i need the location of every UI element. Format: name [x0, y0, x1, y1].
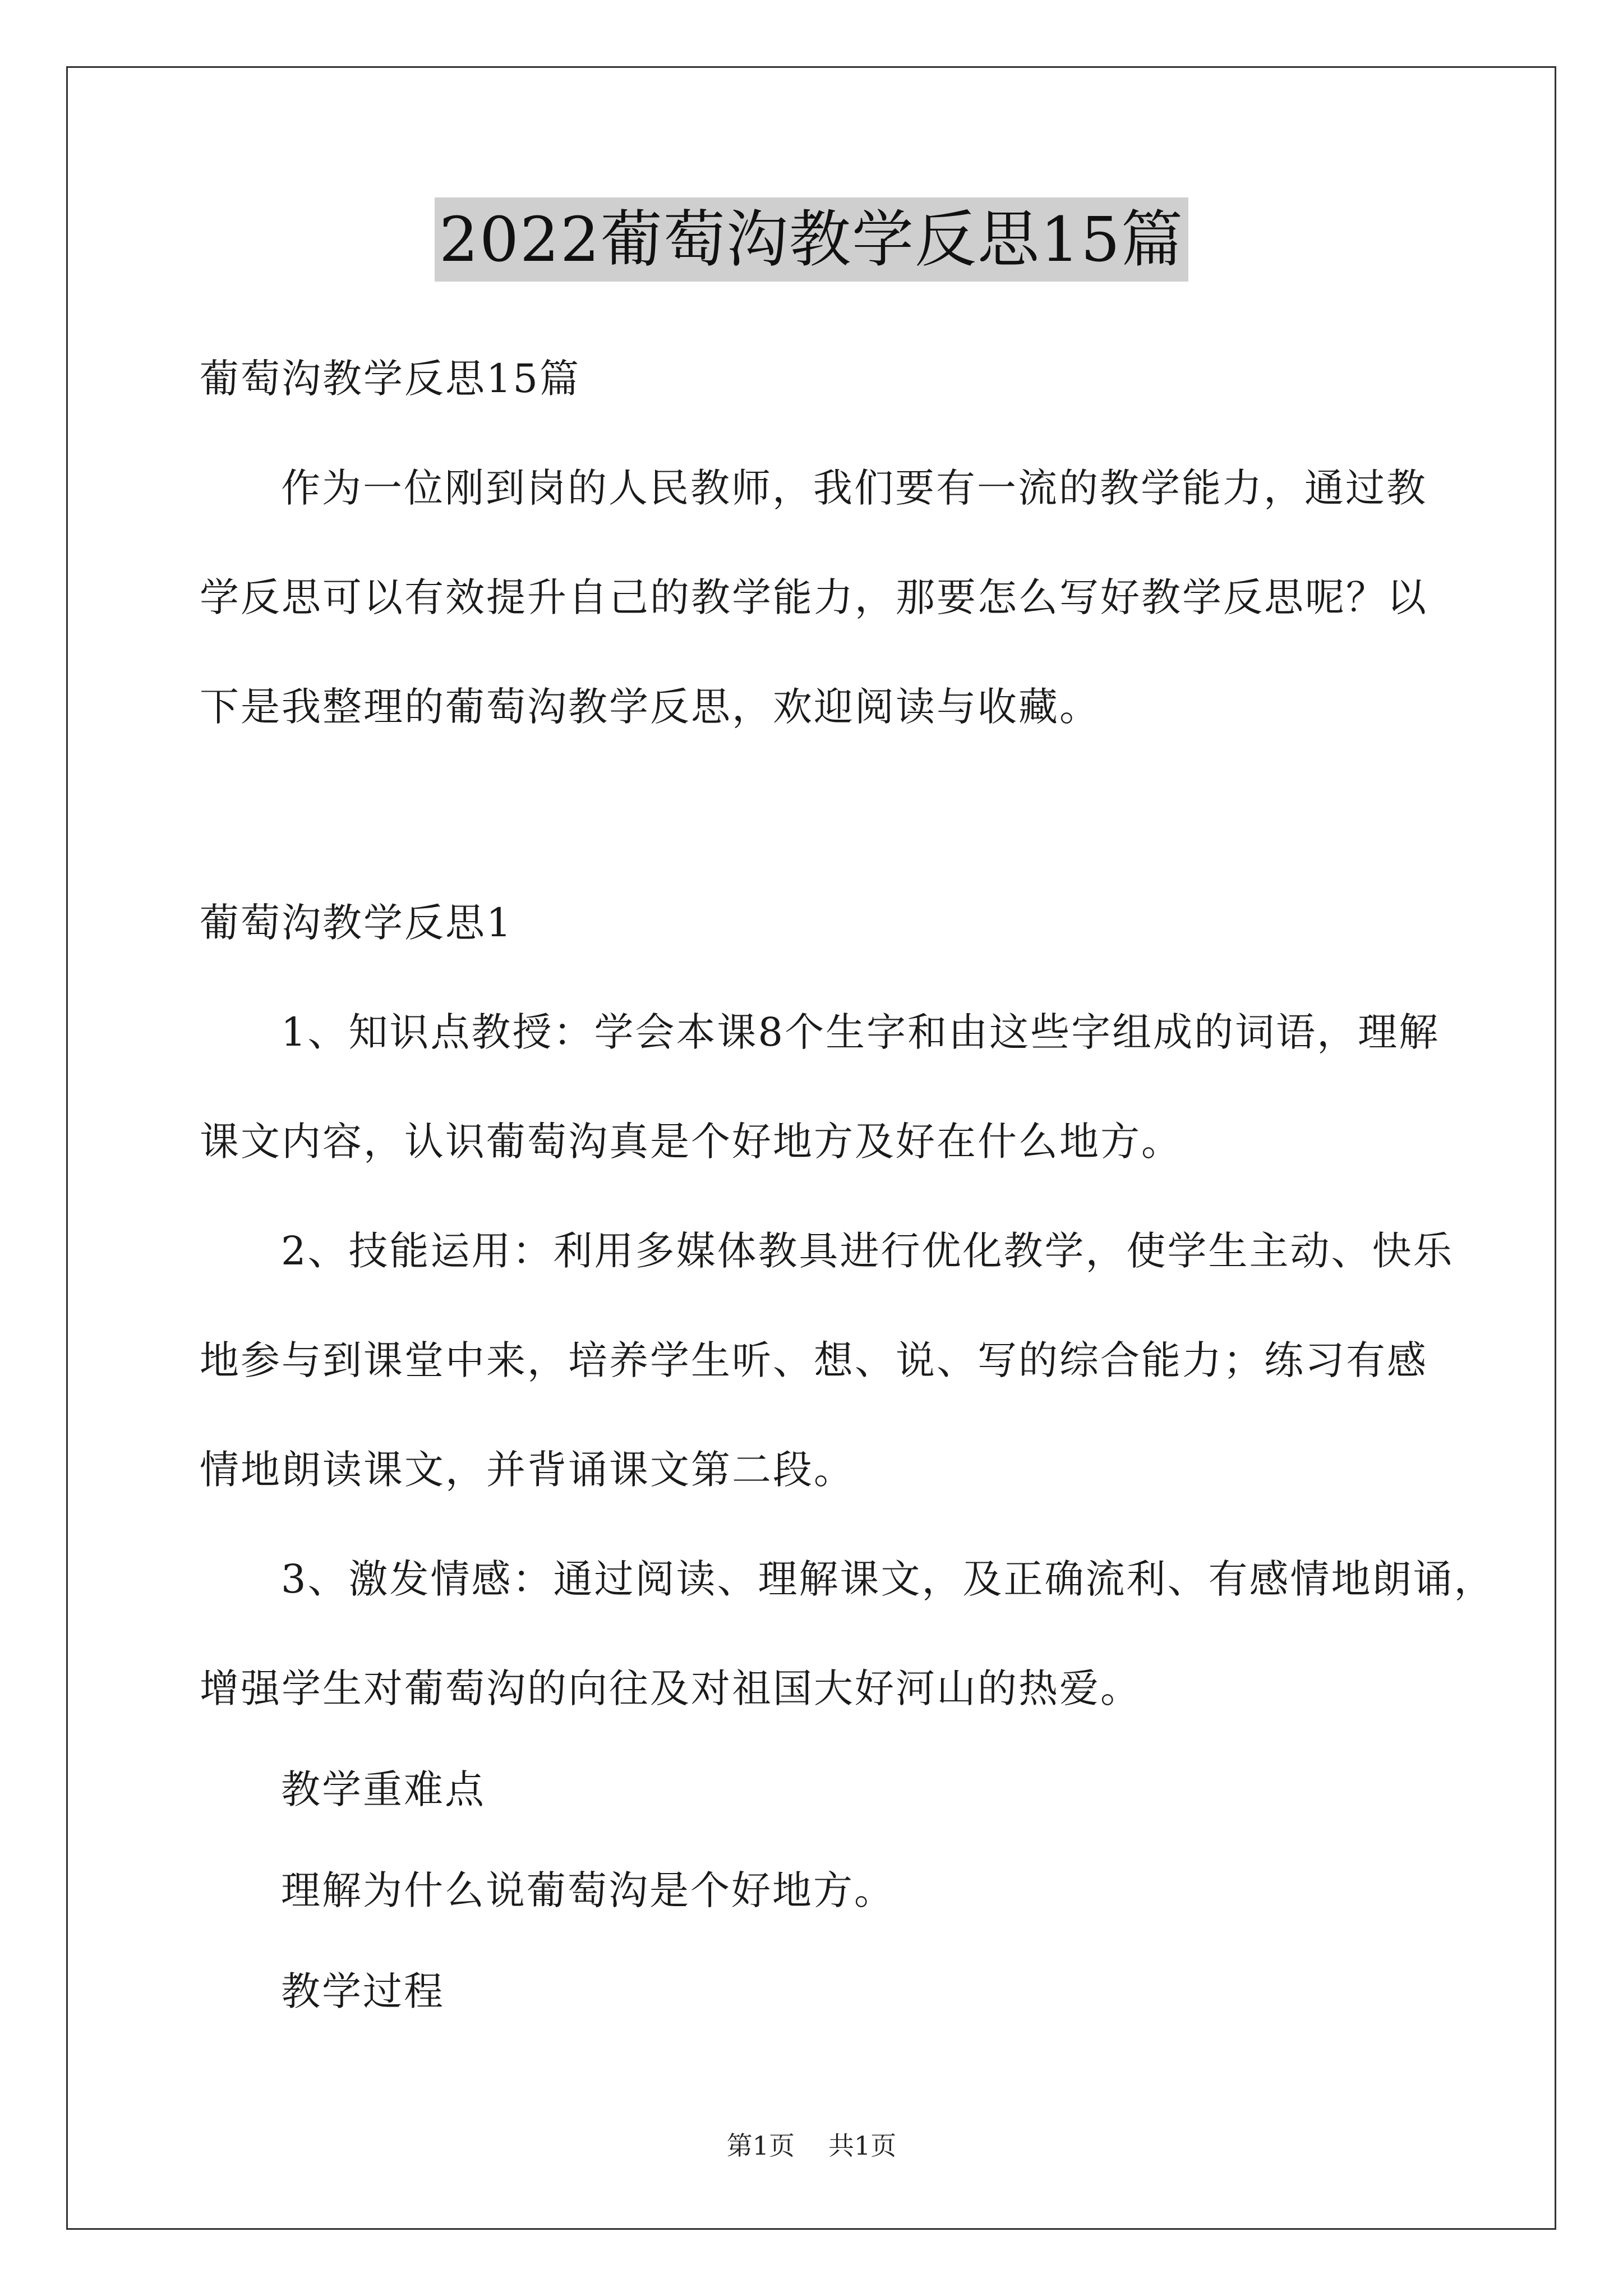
intro-line-3: 下是我整理的葡萄沟教学反思，欢迎阅读与收藏。 [200, 684, 1100, 730]
item-1-line-1: 1、知识点教授：学会本课8个生字和由这些字组成的词语，理解 [281, 1009, 1440, 1055]
item-2-line-1: 2、技能运用：利用多媒体教具进行优化教学，使学生主动、快乐 [281, 1228, 1454, 1274]
item-2-line-2: 地参与到课堂中来，培养学生听、想、说、写的综合能力；练习有感 [200, 1337, 1428, 1383]
key-points-heading: 教学重难点 [281, 1766, 486, 1812]
key-points-text: 理解为什么说葡萄沟是个好地方。 [281, 1867, 895, 1913]
section-heading: 葡萄沟教学反思1 [200, 900, 513, 946]
item-3-line-2: 增强学生对葡萄沟的向往及对祖国大好河山的热爱。 [200, 1665, 1141, 1711]
item-3-line-1: 3、激发情感：通过阅读、理解课文，及正确流利、有感情地朗诵， [281, 1556, 1495, 1602]
process-heading: 教学过程 [281, 1968, 445, 2014]
document-subtitle: 葡萄沟教学反思15篇 [200, 356, 581, 402]
title-container [0, 197, 1623, 282]
page-number-total: 共1页 [828, 2131, 897, 2161]
page-footer [0, 2129, 1623, 2162]
item-2-line-3: 情地朗读课文，并背诵课文第二段。 [200, 1447, 855, 1493]
intro-line-2: 学反思可以有效提升自己的教学能力，那要怎么写好教学反思呢？以 [200, 574, 1428, 620]
item-1-line-2: 课文内容，认识葡萄沟真是个好地方及好在什么地方。 [200, 1119, 1182, 1165]
page-number-current: 第1页 [726, 2131, 795, 2161]
intro-line-1: 作为一位刚到岗的人民教师，我们要有一流的教学能力，通过教 [281, 465, 1427, 511]
document-title: 2022葡萄沟教学反思15篇 [435, 197, 1188, 282]
